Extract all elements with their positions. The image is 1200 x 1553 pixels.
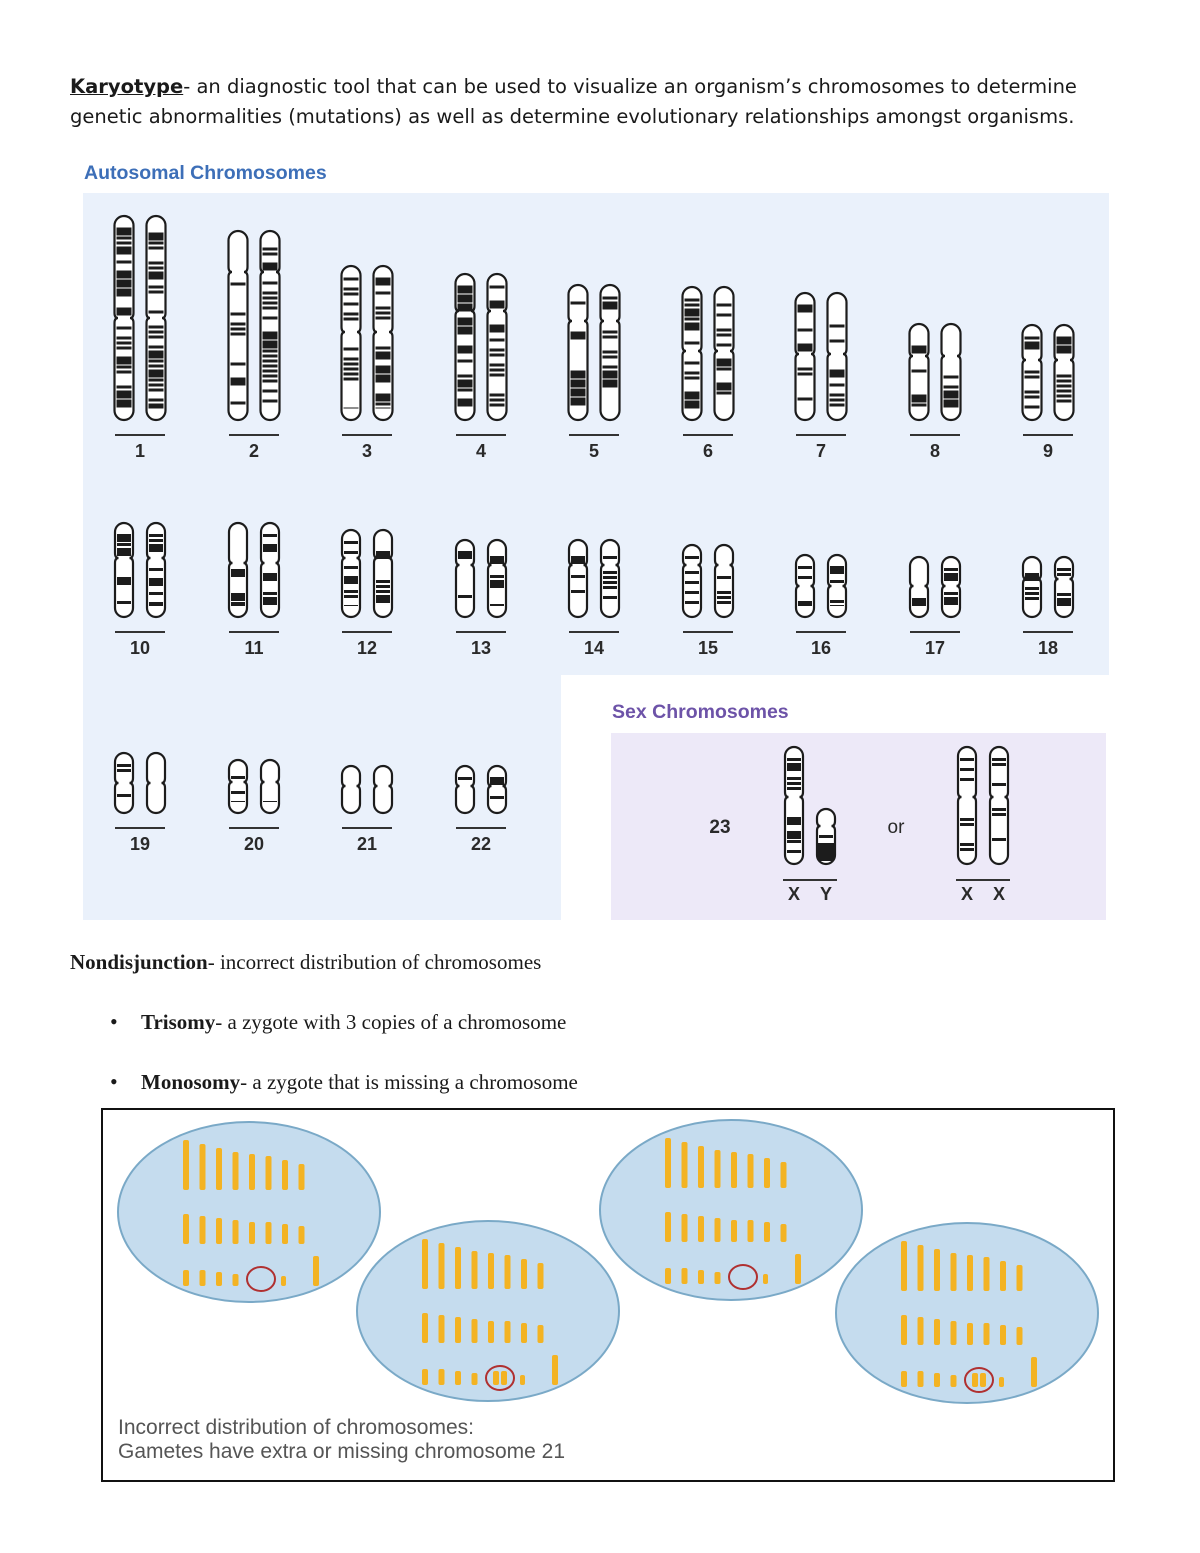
chromosome-label-21: 21 xyxy=(356,834,378,854)
gamete-chromosome xyxy=(200,1270,206,1286)
female-label-x2: X xyxy=(992,884,1006,904)
gamete-chromosome xyxy=(472,1251,478,1289)
chromosome-label-14: 14 xyxy=(583,638,605,658)
gamete-caption xyxy=(118,1416,565,1464)
gamete-chromosome xyxy=(183,1214,189,1244)
gamete-chromosome xyxy=(299,1164,305,1190)
gamete-cell-3 xyxy=(600,1120,862,1300)
monosomy-text: - a zygote that is missing a chromosome xyxy=(240,1070,578,1094)
gamete-chromosome xyxy=(715,1218,721,1242)
caption-line-1: Incorrect distribution of chromosomes: xyxy=(118,1416,474,1439)
chromosome-label-20: 20 xyxy=(243,834,265,854)
gamete-chromosome xyxy=(233,1274,239,1286)
chromosome-label-5: 5 xyxy=(588,441,600,461)
gamete-chromosome xyxy=(505,1255,511,1289)
gamete-chromosome xyxy=(488,1321,494,1343)
gamete-chromosome xyxy=(665,1268,671,1284)
chromosome-label-2: 2 xyxy=(248,441,260,461)
gamete-chromosome xyxy=(918,1245,924,1291)
gamete-chromosome xyxy=(1017,1265,1023,1291)
chromosome-label-3: 3 xyxy=(361,441,373,461)
gamete-chromosome xyxy=(715,1272,721,1284)
gamete-chromosome xyxy=(439,1243,445,1289)
gamete-chromosome xyxy=(764,1158,770,1188)
gamete-chromosome xyxy=(216,1148,222,1190)
chromosome-label-13: 13 xyxy=(470,638,492,658)
chromosome-label-7: 7 xyxy=(815,441,827,461)
male-label-y: Y xyxy=(819,884,833,904)
gamete-chromosome xyxy=(422,1369,428,1385)
gamete-chromosome xyxy=(538,1325,544,1343)
gamete-chromosome xyxy=(934,1249,940,1291)
gamete-chromosome xyxy=(934,1373,940,1387)
gamete-cell-1 xyxy=(118,1122,380,1302)
gamete-chromosome xyxy=(918,1371,924,1387)
gamete-chromosome xyxy=(715,1150,721,1188)
chromosome-label-12: 12 xyxy=(356,638,378,658)
gamete-chromosome xyxy=(951,1253,957,1291)
gamete-chromosome xyxy=(934,1319,940,1345)
gamete-chromosome xyxy=(901,1371,907,1387)
gamete-chromosome xyxy=(731,1152,737,1188)
gamete-chromosome xyxy=(521,1323,527,1343)
female-label-x1: X xyxy=(960,884,974,904)
gamete-chromosome xyxy=(249,1154,255,1190)
gamete-chromosome xyxy=(698,1216,704,1242)
gamete-chromosome xyxy=(200,1216,206,1244)
gamete-chromosome xyxy=(698,1146,704,1188)
gamete-chromosome xyxy=(764,1222,770,1242)
gamete-chromosome xyxy=(216,1272,222,1286)
gamete-chromosome xyxy=(918,1317,924,1345)
gamete-chromosome xyxy=(1000,1325,1006,1345)
gamete-chromosome xyxy=(984,1323,990,1345)
gamete-chromosome xyxy=(682,1142,688,1188)
gamete-chromosome xyxy=(901,1315,907,1345)
chromosome-label-15: 15 xyxy=(697,638,719,658)
gamete-chromosome xyxy=(951,1321,957,1345)
gamete-chromosome xyxy=(233,1220,239,1244)
gamete-chromosome xyxy=(731,1220,737,1242)
gamete-chromosome xyxy=(748,1220,754,1242)
chromosome-label-16: 16 xyxy=(810,638,832,658)
gamete-chromosome xyxy=(282,1224,288,1244)
gamete-chromosome xyxy=(472,1319,478,1343)
gamete-chromosome xyxy=(951,1375,957,1387)
trisomy-term: Trisomy xyxy=(141,1010,216,1034)
gamete-chromosome xyxy=(439,1369,445,1385)
gamete-cell-2 xyxy=(357,1221,619,1401)
gamete-chromosome xyxy=(488,1253,494,1289)
or-text: or xyxy=(887,817,905,838)
gamete-chromosome xyxy=(282,1160,288,1190)
gamete-chromosome xyxy=(472,1373,478,1385)
gamete-chromosome xyxy=(183,1140,189,1190)
chromosome-label-1: 1 xyxy=(134,441,146,461)
gamete-chromosome xyxy=(748,1154,754,1188)
male-label-x: X xyxy=(787,884,801,904)
chromosome-label-23: 23 xyxy=(709,817,731,838)
gamete-chromosome xyxy=(422,1313,428,1343)
gamete-chromosome xyxy=(183,1270,189,1286)
gamete-chromosome xyxy=(266,1222,272,1244)
gamete-chromosome xyxy=(984,1257,990,1291)
gamete-chromosome xyxy=(233,1152,239,1190)
gamete-chromosome xyxy=(455,1317,461,1343)
gamete-chromosome xyxy=(266,1156,272,1190)
gamete-chromosome xyxy=(665,1138,671,1188)
gamete-chromosome xyxy=(216,1218,222,1244)
karyotype-definition-text: - an diagnostic tool that can be used to visualize an organism’s chromosomes to determine genetic abnormalities (mutations) as well as determine evolutionary relationships amongst organisms. xyxy=(70,75,1077,128)
karyotype-term: Karyotype xyxy=(70,75,184,98)
gamete-cell-4 xyxy=(836,1223,1098,1403)
gamete-chromosome xyxy=(439,1315,445,1343)
gamete-chromosome xyxy=(505,1321,511,1343)
gamete-chromosome xyxy=(901,1241,907,1291)
gamete-chromosome xyxy=(538,1263,544,1289)
autosomal-title: Autosomal Chromosomes xyxy=(84,162,327,184)
chromosome-label-18: 18 xyxy=(1037,638,1059,658)
gamete-chromosome xyxy=(682,1268,688,1284)
trisomy-text: - a zygote with 3 copies of a chromosome xyxy=(215,1010,567,1034)
gamete-chromosome xyxy=(455,1247,461,1289)
gamete-chromosome xyxy=(1000,1261,1006,1291)
caption-line-2: Gametes have extra or missing chromosome 21 xyxy=(118,1440,566,1463)
nondisjunction-text: - incorrect distribution of chromosomes xyxy=(207,950,542,974)
gamete-chromosome xyxy=(967,1323,973,1345)
chromosome-label-10: 10 xyxy=(129,638,151,658)
chromosome-label-19: 19 xyxy=(129,834,151,854)
gamete-chromosome xyxy=(665,1212,671,1242)
gamete-chromosome xyxy=(967,1255,973,1291)
gamete-chromosome xyxy=(698,1270,704,1284)
nondisjunction-term: Nondisjunction xyxy=(70,950,208,974)
gamete-chromosome xyxy=(455,1371,461,1385)
gamete-chromosome xyxy=(299,1226,305,1244)
monosomy-term: Monosomy xyxy=(141,1070,241,1094)
gamete-chromosome xyxy=(521,1259,527,1289)
gamete-chromosome xyxy=(781,1224,787,1242)
gamete-chromosome xyxy=(249,1222,255,1244)
chromosome-label-8: 8 xyxy=(929,441,941,461)
chromosome-label-17: 17 xyxy=(924,638,946,658)
gamete-chromosome xyxy=(200,1144,206,1190)
sex-chromosomes-title: Sex Chromosomes xyxy=(612,701,789,723)
chromosome-label-22: 22 xyxy=(470,834,492,854)
chromosome-label-4: 4 xyxy=(475,441,487,461)
chromosome-label-6: 6 xyxy=(702,441,714,461)
chromosome-label-11: 11 xyxy=(244,638,264,658)
chromosome-label-9: 9 xyxy=(1042,441,1054,461)
gamete-chromosome xyxy=(682,1214,688,1242)
gamete-chromosome xyxy=(422,1239,428,1289)
gamete-chromosome xyxy=(781,1162,787,1188)
gamete-chromosome xyxy=(1017,1327,1023,1345)
